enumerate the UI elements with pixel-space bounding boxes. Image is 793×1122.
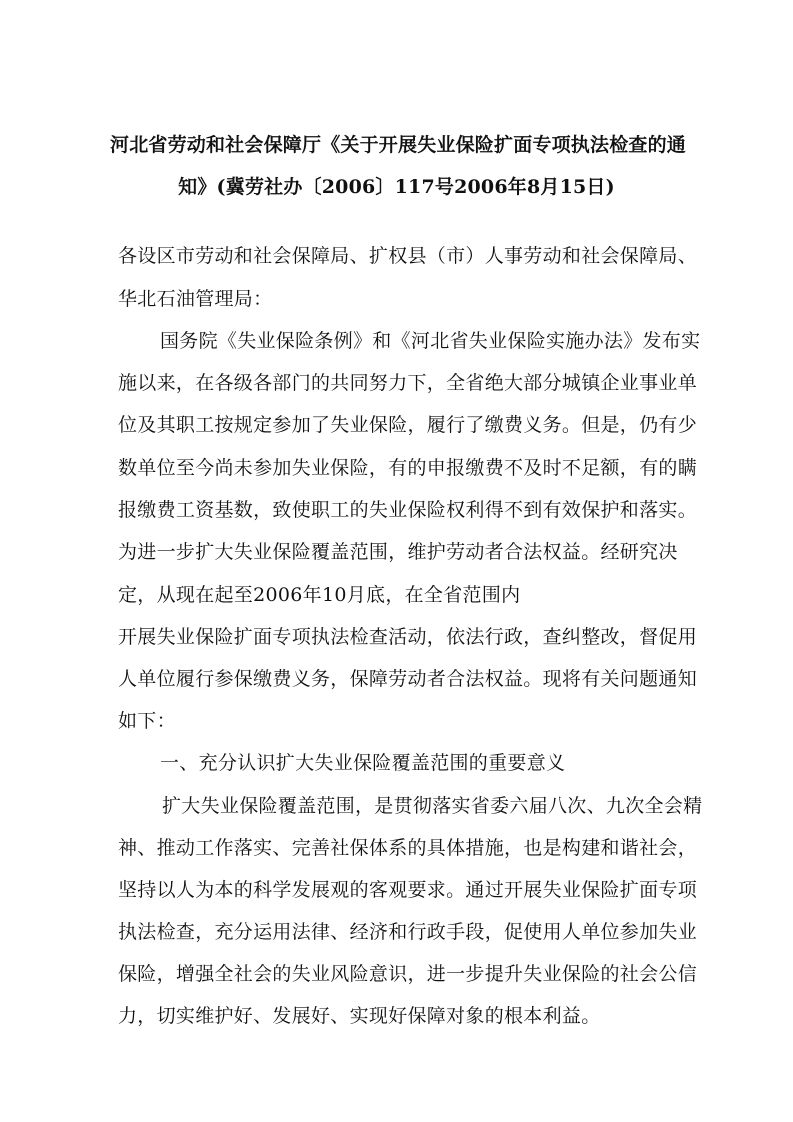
body-line-2: 华北石油管理局： (118, 288, 273, 310)
section-heading-1: 一、充分认识扩大失业保险覆盖范围的重要意义 (160, 752, 566, 774)
body-line-3: 国务院《失业保险条例》和《河北省失业保险实施办法》发布实 (160, 330, 701, 352)
body-line-15: 神、推动工作落实、完善社保体系的具体措施，也是构建和谐社会， (118, 837, 698, 859)
body-line-19: 力，切实维护好、发展好、实现好保障对象的根本利益。 (118, 1005, 601, 1027)
body-line-10: 开展失业保险扩面专项执法检查活动，依法行政，查纠整改，督促用 (118, 626, 698, 648)
body-line-11: 人单位履行参保缴费义务，保障劳动者合法权益。现将有关问题通知 (118, 668, 698, 690)
body-line-12: 如下： (118, 710, 176, 732)
body-line-16: 坚持以人为本的科学发展观的客观要求。通过开展失业保险扩面专项 (118, 879, 698, 901)
body-line-8: 为进一步扩大失业保险覆盖范围，维护劳动者合法权益。经研究决 (118, 541, 678, 563)
document-title-line-2: 知》(冀劳社办〔2006〕117号2006年8月15日) (178, 176, 615, 198)
body-line-14: 扩大失业保险覆盖范围，是贯彻落实省委六届八次、九次全会精 (162, 795, 703, 817)
body-line-18: 保险，增强全社会的失业风险意识，进一步提升失业保险的社会公信 (118, 963, 698, 985)
body-line-7: 报缴费工资基数，致使职工的失业保险权利得不到有效保护和落实。 (118, 499, 698, 521)
body-line-17: 执法检查，充分运用法律、经济和行政手段，促使用人单位参加失业 (118, 921, 698, 943)
body-line-9: 定，从现在起至2006年10月底，在全省范围内 (118, 584, 521, 606)
body-line-4: 施以来，在各级各部门的共同努力下，全省绝大部分城镇企业事业单 (118, 372, 698, 394)
body-line-5: 位及其职工按规定参加了失业保险，履行了缴费义务。但是，仍有少 (118, 414, 698, 436)
document-title-line-1: 河北省劳动和社会保障厅《关于开展失业保险扩面专项执法检查的通 (110, 134, 687, 156)
body-line-6: 数单位至今尚未参加失业保险，有的申报缴费不及时不足额，有的瞒 (118, 457, 698, 479)
body-line-1: 各设区市劳动和社会保障局、扩权县（市）人事劳动和社会保障局、 (118, 245, 698, 267)
